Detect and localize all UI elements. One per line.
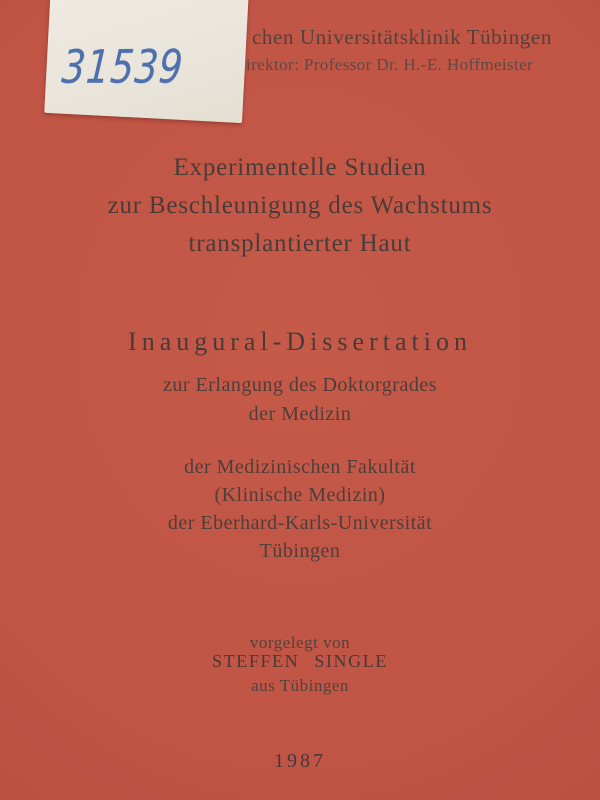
institution-line: chen Universitätsklinik Tübingen [252,25,552,49]
library-label-sticker [44,0,250,123]
purpose-line-1: zur Erlangung des Doktorgrades [162,374,437,396]
title-line-3: transplantierter Haut [188,230,412,257]
purpose-line-2: der Medizin [248,403,352,425]
director-line: irektor: Professor Dr. H.-E. Hoffmeister [246,55,534,74]
faculty-line-1: der Medizinischen Fakultät [184,456,416,478]
faculty-block [0,453,600,565]
faculty-line-3: der Eberhard-Karls-Universität [167,512,433,534]
presented-by-line: vorgelegt von [249,633,351,652]
year-label: 1987 [274,750,326,772]
degree-purpose [0,371,600,429]
title-line-1: Experimentelle Studien [173,154,427,181]
title-line-2: zur Beschleunigung des Wachstums [107,192,493,219]
author-origin-line: aus Tübingen [251,676,349,695]
faculty-line-4: Tübingen [259,540,341,562]
author-name: STEFFEN SINGLE [212,651,388,671]
handwritten-catalog-number: 31539 [60,39,186,94]
dissertation-heading: Inaugural-Dissertation [128,327,472,356]
faculty-line-2: (Klinische Medizin) [214,484,386,506]
thesis-title [0,149,600,263]
